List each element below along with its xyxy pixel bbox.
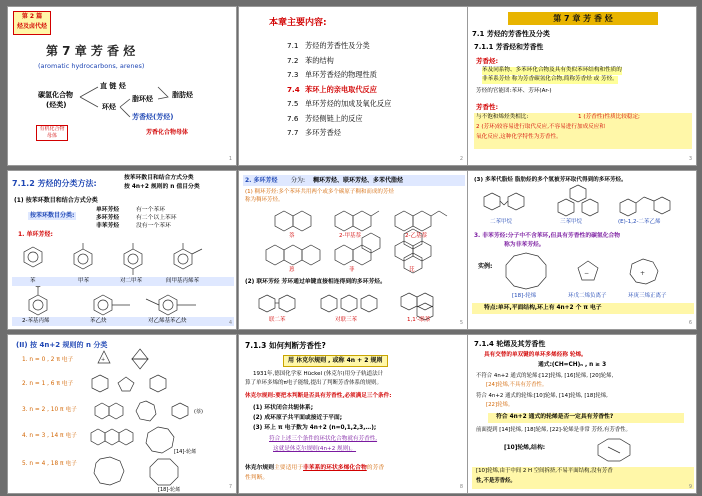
left-note xyxy=(36,125,68,141)
condition-2: (2) 成环原子共平面或接近于平面; xyxy=(253,415,343,421)
page-number: 8 xyxy=(459,484,463,491)
condition-1: (1) 环状闭合共轭体系; xyxy=(253,405,314,411)
mol-label: 苯乙炔 xyxy=(90,318,107,324)
page-number: 7 xyxy=(228,484,232,491)
nonbenzenoid-def: 3. 非苯芳烃:分子中不含苯环,但具有芳香性的碳氢化合物 xyxy=(474,233,621,239)
biaryl-def: (2) 联环芳烃 芳环通过单键直接相连得到的多环芳烃。 xyxy=(245,279,386,285)
chapter-subtitle: (aromatic hydrocarbons, arenes) xyxy=(38,62,145,70)
mol-label: [18]-轮烯 xyxy=(512,293,537,299)
nonbenzenoid-def-2: 称为非苯芳烃。 xyxy=(504,242,545,248)
footer-part-4: 的芳香 xyxy=(366,465,385,471)
tree-fat: 脂肪烃 xyxy=(172,91,193,99)
svg-text:+: + xyxy=(101,357,106,363)
item-text: 单环芳香烃的物理性质 xyxy=(305,70,377,79)
page-number: 3 xyxy=(688,156,692,163)
item-text: 苯的结构 xyxy=(305,55,334,65)
annulene10-structure xyxy=(588,435,648,465)
contents-item[interactable] xyxy=(287,68,391,83)
mol-label: 对二甲苯 xyxy=(120,278,143,284)
type-multi-desc: 有二个以上苯环 xyxy=(136,215,177,221)
annulene-formula: 通式:(CH=CH)ₙ , n ≥ 3 xyxy=(538,362,607,368)
polyphenyl-structures xyxy=(468,185,697,219)
biaryl-structures xyxy=(239,289,468,319)
nonbenzenoid-structures xyxy=(468,251,697,291)
is-4n2-line-2: [22]轮烯。 xyxy=(486,402,514,408)
mol-label: 2-苯基丙烯 xyxy=(22,318,50,324)
page-number: 4 xyxy=(228,320,232,327)
conclusion-line-2: 性,不是芳香烃。 xyxy=(476,478,516,484)
mol-label: 二苯甲烷 xyxy=(490,219,513,225)
item-text: 多环芳香烃 xyxy=(305,128,341,137)
part-badge xyxy=(13,11,51,35)
type-single: 单环芳烃 xyxy=(96,207,120,213)
classify-title: 7.1.2 芳烃的分类方法: xyxy=(12,179,97,188)
mol-label: 2-乙基萘 xyxy=(405,233,427,239)
definition-line-2: 非苯系芳烃 称为芳香碳氢化合物,简称芳香烃 或 芳烃。 xyxy=(482,76,618,82)
annulene-def: 具有交替的单双键的单环多烯烃称 轮烯。 xyxy=(484,352,587,358)
feature-note: 特点:单环,平面结构,环上有 4n+2 个 π 电子 xyxy=(484,305,602,311)
mol-label: 萘 xyxy=(289,233,295,239)
type-multi: 多环芳烃 xyxy=(96,215,120,221)
aromaticity-line-4: 氧化反应,这种化学特性为芳香性。 xyxy=(476,134,562,140)
naphthalene-caption: (萘) xyxy=(194,409,203,415)
annulene-title: 7.1.4 轮烯及其芳香性 xyxy=(474,340,546,348)
mol-label: (E)-1,2-二苯乙烯 xyxy=(618,219,661,225)
tree-cyclic: 环烃 xyxy=(102,103,116,111)
non-4n2-line-2: [24]轮烯,不具有芳香性。 xyxy=(486,382,548,388)
left-note-2: 母体 xyxy=(46,132,57,139)
previous-note: 前面提到 [14]轮烯, [18]轮烯, [22]-轮烯是非常 芳烃,有芳香性。 xyxy=(476,427,631,433)
svg-text:−: − xyxy=(584,270,590,277)
item-text: 单环芳烃的加成及氧化反应 xyxy=(305,99,392,108)
page-number: 2 xyxy=(459,156,463,163)
right-note: 芳香化合物母体 xyxy=(146,129,189,136)
rule-title: (II) 按 4n+2 规则的 n 分类 xyxy=(16,341,108,349)
annulene18-caption: [18]-轮烯 xyxy=(158,487,181,493)
mol-label: 甲苯 xyxy=(78,278,90,284)
is-4n2-line-1: 符合 4n+2 通式的轮烯:[10]轮烯, [14]轮烯, [18]轮烯, xyxy=(476,393,608,399)
item-num: 7.3 xyxy=(287,70,299,79)
item-text: 芳烃的芳香性及分类 xyxy=(305,41,370,50)
slide-1[interactable] xyxy=(7,6,237,166)
item-num: 7.5 xyxy=(287,99,299,108)
definition-line-1: 苯及同系物、多苯环化合物及具有类似苯环结构和性质的 xyxy=(482,67,622,73)
footer-part-1: 休克尔规则 xyxy=(245,465,274,471)
monocyclic-label: 1. 单环芳烃: xyxy=(18,231,53,238)
slide-9[interactable] xyxy=(467,334,697,494)
mol-label: 对乙烯基苯乙炔 xyxy=(148,318,187,324)
slide-7[interactable] xyxy=(7,334,237,494)
classify-side-2: 按 4n+2 规则的 n 值目分类 xyxy=(124,184,200,190)
item-num: 7.7 xyxy=(287,128,299,137)
item-text: 芳烃侧链上的反应 xyxy=(305,113,363,123)
left-note-1: 有机化合物 xyxy=(39,126,65,132)
subsection-title: 7.1.1 芳香烃和芳香性 xyxy=(474,43,544,51)
badge-line-2: 烃及卤代烃 xyxy=(16,23,47,30)
footer-line xyxy=(245,465,384,473)
tree-aromatic: 芳香烃(芳烃) xyxy=(132,113,174,121)
rule-row: 1. n = 0 , 2 π 电子 xyxy=(22,357,74,363)
item-num: 7.2 xyxy=(287,55,299,65)
fused-def-2: 称为稠环芳烃。 xyxy=(245,197,284,203)
conditions-head: 休克尔规则:要把本判断是否具有芳香性,必须满足三个条件: xyxy=(245,393,392,399)
slide-6[interactable] xyxy=(467,170,697,330)
item-num: 7.4 xyxy=(287,84,300,94)
conclusion-1: 符合上述三个条件的环状化合物就有芳香性, xyxy=(269,436,378,442)
chapter-banner: 第 7 章 芳 香 烃 xyxy=(508,12,658,25)
contents-item[interactable] xyxy=(287,112,391,127)
polyphenyl-def: (3) 多苯代脂烃 脂肪烃的多个氢被芳环取代得到的多环芳烃。 xyxy=(474,177,627,183)
contents-heading: 本章主要内容: xyxy=(269,18,327,28)
svg-text:+: + xyxy=(640,270,646,277)
polycyclic-title: 2. 多环芳烃 xyxy=(245,177,278,184)
tree-alicyclic: 脂环烃 xyxy=(132,95,153,103)
polycyclic-types: 稠环芳烃、联环芳烃、多苯代脂烃 xyxy=(313,177,404,184)
judge-title: 7.1.3 如何判断芳香性? xyxy=(245,341,326,350)
aromaticity-label: 芳香性: xyxy=(476,103,499,111)
footer-line-2: 性判断。 xyxy=(245,475,269,481)
mol-label: 芘 xyxy=(409,267,415,273)
rule-row: 5. n = 4 , 18 π 电子 xyxy=(22,461,77,467)
example-label: 实例: xyxy=(478,263,493,270)
classify-lead: (1) 按苯环数目和结合方式分类 xyxy=(14,197,98,204)
contents-item[interactable] xyxy=(287,54,391,69)
rule-row: 4. n = 3 , 14 π 电子 xyxy=(22,433,77,439)
condition-3: (3) 环上 π 电子数为 4n+2 (n=0,1,2,3,…); xyxy=(253,425,377,431)
mol-label: 环庚三烯正离子 xyxy=(628,293,667,299)
mol-label: 苯 xyxy=(30,278,36,284)
contents-item[interactable] xyxy=(287,97,391,112)
type-nonbenz-desc: 没有一个苯环 xyxy=(136,223,171,229)
contents-item[interactable] xyxy=(287,126,391,141)
aromaticity-line-2: 1 (芳香性)性质比较稳定; xyxy=(578,114,640,120)
rule-row: 2. n = 1 , 6 π 电子 xyxy=(22,381,74,387)
by-ring-label: 按苯环数目分类: xyxy=(30,212,75,219)
slide-3[interactable] xyxy=(467,6,697,166)
fused-def: (1) 稠环芳烃:多个苯环共用两个或多个碳原子稠和而成的芳烃 xyxy=(245,189,394,195)
type-nonbenz: 非苯芳烃 xyxy=(96,223,120,229)
item-num: 7.1 xyxy=(287,41,299,50)
item-text: 苯环上的亲电取代反应 xyxy=(305,84,377,94)
footer-part-2: 主要适用于 xyxy=(274,465,303,471)
rule-row: 3. n = 2 , 10 π 电子 xyxy=(22,407,77,413)
page-number: 1 xyxy=(228,156,232,163)
contents-item[interactable] xyxy=(287,39,391,54)
badge-line-1: 第 2 篇 xyxy=(21,13,43,20)
section-title: 7.1 芳烃的芳香性及分类 xyxy=(472,30,550,38)
question: 符合 4n+2 通式的轮烯是否一定具有芳香性? xyxy=(496,414,614,420)
contents-item[interactable] xyxy=(287,83,391,98)
mol-label: 三苯甲烷 xyxy=(560,219,583,225)
classify-side-1: 按苯环数目和结合方式分类 xyxy=(124,175,194,181)
tree-chain: 直 链 烃 xyxy=(100,82,126,90)
aromaticity-line-1: 与不饱和烯烃类相比: xyxy=(476,114,529,120)
slide-2[interactable] xyxy=(238,6,468,166)
tree-root-sub: (烃类) xyxy=(46,101,67,109)
item-num: 7.6 xyxy=(287,113,299,123)
example-label: [10]轮烯,结构: xyxy=(504,445,546,451)
conclusion-line-1: [10]轮烯,由于中间 2 H 空间拆挤,不易平面结构,没有芳香 xyxy=(476,468,613,474)
mol-label: 菲 xyxy=(349,267,355,273)
conclusion-2: 这就是休克尔规则(4n+2 规则)。 xyxy=(273,446,357,452)
definition-line-3: 芳烃的官能团:苯环、芳环(Ar-) xyxy=(476,88,552,94)
mol-label: 联二苯 xyxy=(269,317,286,323)
page-number: 9 xyxy=(688,484,692,491)
mol-label: 对联三苯 xyxy=(335,317,358,323)
type-single-desc: 有一个苯环 xyxy=(136,207,165,213)
aromatic-label: 芳香烃: xyxy=(476,57,499,65)
history-line-1: 1931年,德国化学家 Hückel (休克尔)用分子轨道法计 xyxy=(253,371,384,377)
huckel-box: 用 休克尔规则 , 或称 4n + 2 规则 xyxy=(283,355,388,367)
slide-5[interactable] xyxy=(238,170,468,330)
polycyclic-divide: 分为: xyxy=(291,177,306,184)
mol-label: 1,1'-联萘 xyxy=(407,317,431,323)
slide-4[interactable] xyxy=(7,170,237,330)
mol-label: 间甲基丙烯苯 xyxy=(166,278,200,284)
mol-label: 环戊二烯负离子 xyxy=(568,293,607,299)
page-number: 5 xyxy=(459,320,463,327)
history-line-2: 算了单环多烯的π电子能级,提出了判断芳香体系的规则。 xyxy=(245,380,383,386)
contents-list xyxy=(287,39,391,141)
tree-root: 碳氢化合物 xyxy=(38,91,73,99)
annulene14-caption: [14]-轮烯 xyxy=(174,449,197,455)
mol-label: 2-甲基萘 xyxy=(339,233,361,239)
page-number: 6 xyxy=(688,320,692,327)
chapter-title: 第 7 章 芳 香 烃 xyxy=(46,44,136,58)
footer-part-3: 非苯系的环状多烯化合物 xyxy=(303,465,367,471)
mol-label: 蒽 xyxy=(289,267,295,273)
non-4n2-line-1: 不符合 4n+2 通式的轮烯:[12]轮烯, [16]轮烯, [20]轮烯, xyxy=(476,373,614,379)
aromaticity-line-3: 2 (芳环)较容易进行取代反应,不容易进行加成反应和 xyxy=(476,124,605,130)
slide-8[interactable] xyxy=(238,334,468,494)
